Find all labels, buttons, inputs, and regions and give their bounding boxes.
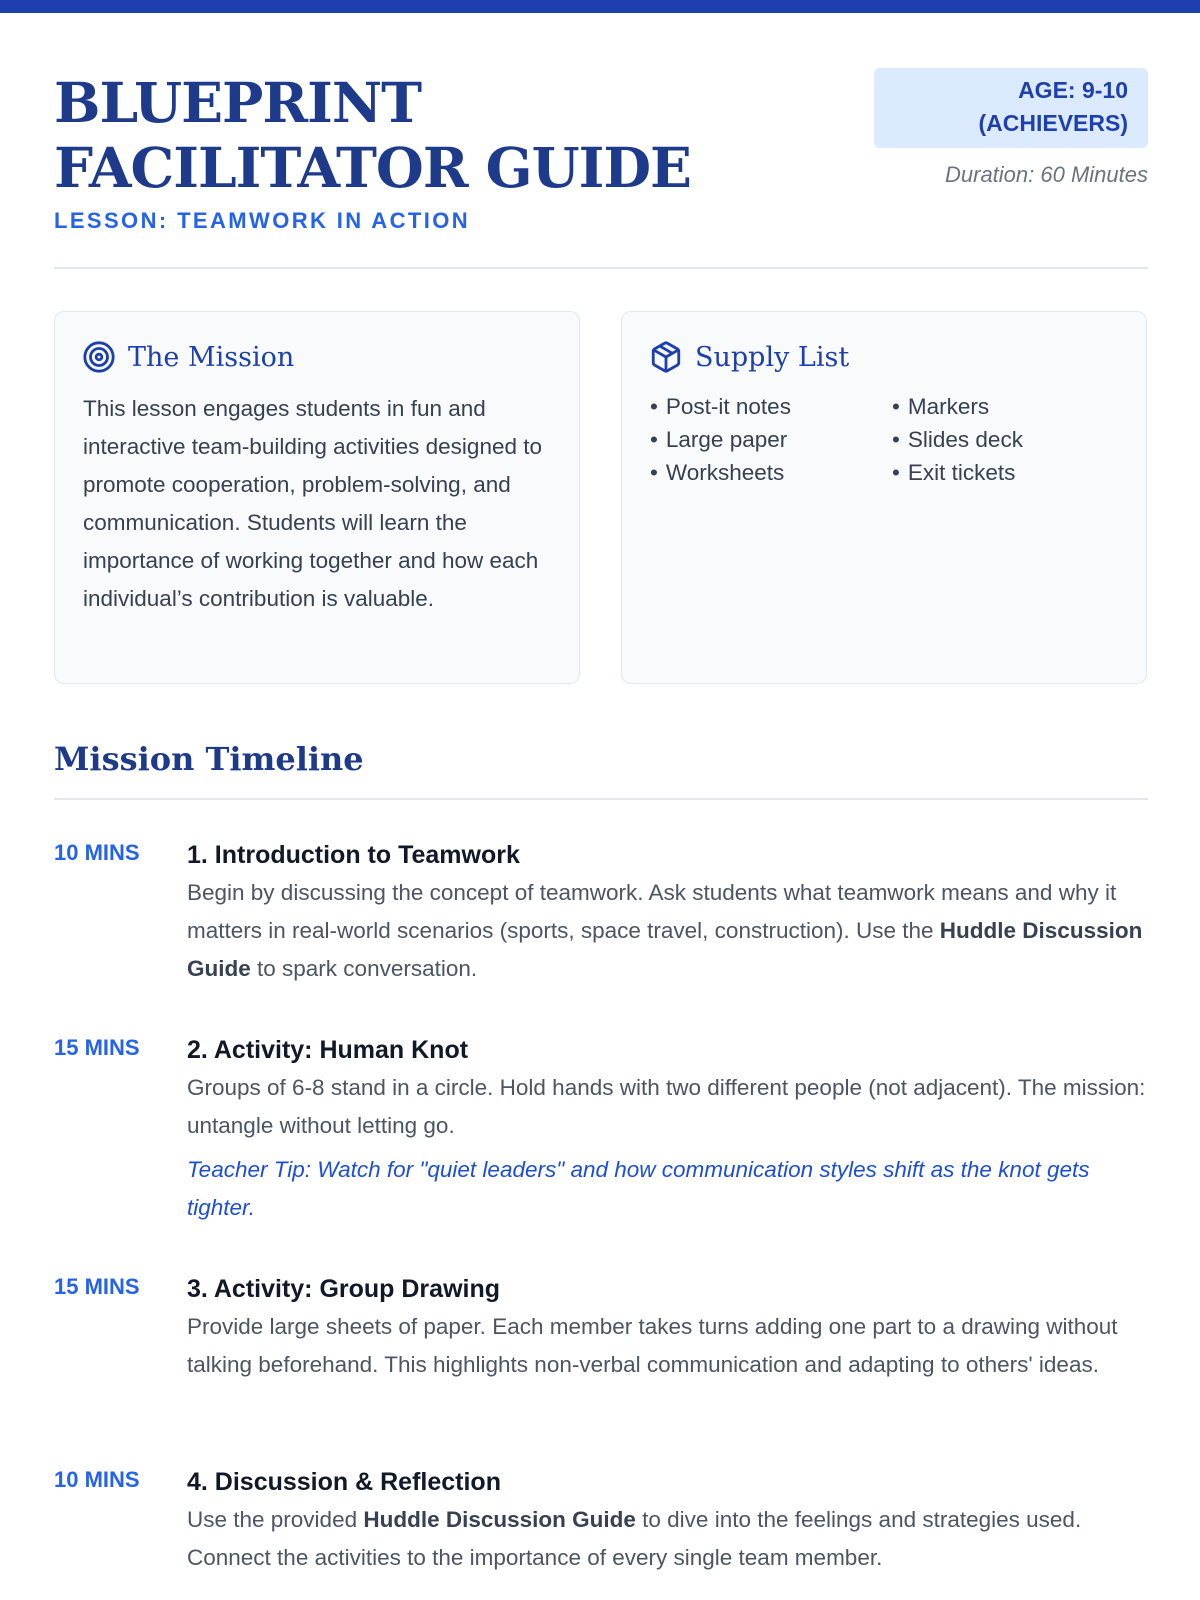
supply-item: • Large paper xyxy=(650,423,892,456)
step-title: 2. Activity: Human Knot xyxy=(187,1036,469,1064)
step-description: Groups of 6-8 stand in a circle. Hold hands with two different people (not adjacent). The mission: untangle without letting go. xyxy=(187,1075,1146,1138)
lesson-subtitle: LESSON: TEAMWORK IN ACTION xyxy=(54,208,471,233)
header-divider xyxy=(54,267,1148,269)
step-body xyxy=(187,1274,1148,1384)
step-desc-text: Use the provided xyxy=(187,1507,364,1532)
target-icon xyxy=(82,340,116,374)
mission-card xyxy=(54,311,580,684)
step-duration: 10 MINS xyxy=(54,1467,140,1492)
step-description xyxy=(187,874,1148,988)
step-desc-text: to spark conversation. xyxy=(250,956,478,981)
duration-label: Duration: 60 Minutes xyxy=(945,162,1148,187)
timeline-heading: Mission Timeline xyxy=(54,740,364,778)
mission-title: The Mission xyxy=(128,341,295,373)
step-body xyxy=(187,1035,1148,1227)
page-header xyxy=(54,70,1148,270)
huddle-guide-reference: Huddle Discussion Guide xyxy=(363,1507,636,1532)
supply-card-header xyxy=(649,340,849,374)
step-desc-text: Begin by discussing the concept of teamwork. Ask students what teamwork means and why it matters in real-world scenarios (sports, space travel, construction). Use the xyxy=(187,880,1117,943)
page-title: BLUEPRINT FACILITATOR GUIDE xyxy=(54,70,691,200)
age-badge xyxy=(874,68,1148,148)
step-desc-text: to dive into the feelings and strategies used. Connect the activities to the importance of every single team member. xyxy=(187,1507,1082,1570)
supply-item: • Worksheets xyxy=(650,456,892,489)
mission-card-header xyxy=(82,340,294,374)
top-accent-bar xyxy=(0,0,1200,13)
supply-item: • Slides deck xyxy=(892,423,1134,456)
step-description: Provide large sheets of paper. Each member takes turns adding one part to a drawing without talking beforehand. This highlights non-verbal communication and adapting to others' ideas. xyxy=(187,1314,1118,1377)
teacher-tip: Teacher Tip: Watch for "quiet leaders" and how communication styles shift as the knot gets tighter. xyxy=(187,1157,1090,1220)
age-badge-range: AGE: 9-10 xyxy=(1018,77,1128,103)
step-body xyxy=(187,840,1148,988)
supply-card xyxy=(621,311,1147,684)
age-badge-group: (ACHIEVERS) xyxy=(978,110,1128,136)
supply-column-2 xyxy=(892,390,1134,489)
timeline-divider xyxy=(54,798,1148,800)
supply-column-1 xyxy=(650,390,892,489)
supply-item: • Post-it notes xyxy=(650,390,892,423)
supply-item: • Exit tickets xyxy=(892,456,1134,489)
step-title: 3. Activity: Group Drawing xyxy=(187,1275,501,1303)
supply-title: Supply List xyxy=(695,341,850,373)
step-title: 1. Introduction to Teamwork xyxy=(187,841,520,869)
step-title: 4. Discussion & Reflection xyxy=(187,1468,501,1496)
supply-list xyxy=(650,390,1134,489)
supply-item: • Markers xyxy=(892,390,1134,423)
step-description xyxy=(187,1501,1148,1577)
mission-description: This lesson engages students in fun and interactive team-building activities designed to promote cooperation, problem-solving, and communication. Students will learn the importance of working together and how each individual’s contribution is valuable. xyxy=(83,396,542,611)
huddle-guide-reference: Huddle Discussion Guide xyxy=(187,918,1143,981)
step-body xyxy=(187,1467,1148,1577)
step-duration: 15 MINS xyxy=(54,1274,140,1299)
step-duration: 15 MINS xyxy=(54,1035,140,1060)
step-duration: 10 MINS xyxy=(54,840,140,865)
box-icon xyxy=(649,340,683,374)
